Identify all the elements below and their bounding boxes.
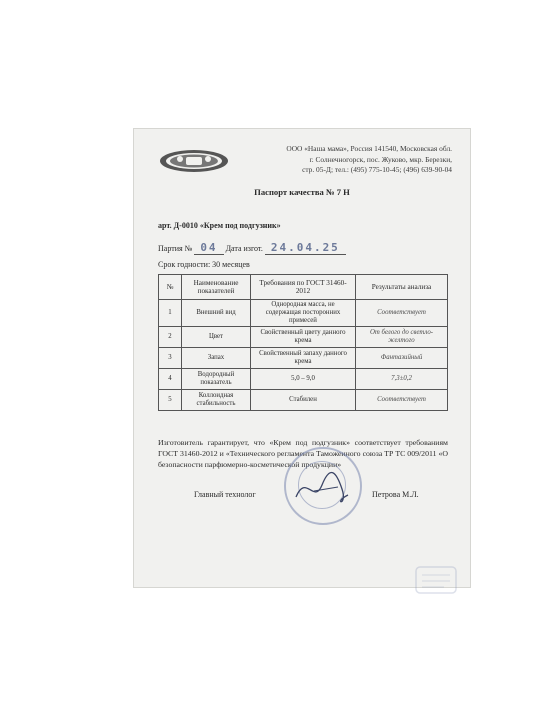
signature-name: Петрова М.Л.: [372, 490, 419, 499]
row-requirement: Свойственный запаху данного крема: [251, 348, 356, 369]
company-line: стр. 05-Д; тел.: (495) 775-10-45; (496) 639-90-04: [302, 165, 452, 174]
row-requirement: Свойственный цвету данного крема: [251, 327, 356, 348]
article-name: арт. Д-0010 «Крем под подгузник»: [158, 221, 281, 230]
col-result-header: Результаты анализа: [356, 275, 448, 300]
row-result: 7,3±0,2: [356, 369, 448, 390]
row-requirement: 5,0 – 9,0: [251, 369, 356, 390]
row-requirement: Стабилен: [251, 390, 356, 411]
row-number: 1: [159, 300, 182, 327]
row-indicator: Водородный показатель: [182, 369, 251, 390]
batch-label: Партия №: [158, 244, 193, 253]
date-label: Дата изгот.: [225, 244, 263, 253]
row-indicator: Коллоидная стабильность: [182, 390, 251, 411]
row-result: От белого до светло-желтого: [356, 327, 448, 348]
company-line: г. Солнечногорск, пос. Жуково, мкр. Березки,: [309, 154, 452, 164]
row-indicator: Запах: [182, 348, 251, 369]
row-requirement: Однородная масса, не содержащая посторонних примесей: [251, 300, 356, 327]
quality-passport-sheet: [133, 128, 471, 588]
row-number: 4: [159, 369, 182, 390]
batch-line: [158, 241, 346, 254]
row-indicator: Цвет: [182, 327, 251, 348]
table-row: [159, 300, 448, 327]
nasha-mama-logo-icon: [158, 147, 230, 175]
col-name-header: Наименование показателей: [182, 275, 251, 300]
shelf-life: Срок годности: 30 месяцев: [158, 260, 250, 269]
row-number: 3: [159, 348, 182, 369]
row-result: Фантазийный: [356, 348, 448, 369]
col-requirement-header: Требования по ГОСТ 31460-2012: [251, 275, 356, 300]
quality-table: [158, 274, 448, 411]
handwritten-signature: [292, 467, 352, 507]
row-result: Соответствует: [356, 390, 448, 411]
row-number: 5: [159, 390, 182, 411]
table-row: [159, 390, 448, 411]
table-row: [159, 348, 448, 369]
batch-number: 04: [194, 241, 223, 255]
row-number: 2: [159, 327, 182, 348]
document-title: Паспорт качества № 7 Н: [254, 187, 350, 197]
production-date: 24.04.25: [265, 241, 346, 255]
company-line: ООО «Наша мама», Россия 141540, Московская обл.: [286, 144, 452, 153]
signature-role: Главный технолог: [194, 490, 256, 499]
table-row: [159, 327, 448, 348]
company-address: [238, 144, 452, 176]
row-indicator: Внешний вид: [182, 300, 251, 327]
table-header-row: [159, 275, 448, 300]
document-header: [158, 144, 452, 187]
manufacturer-guarantee: Изготовитель гарантирует, что «Крем под подгузник» соответствует требованиям ГОСТ 31460-2012 и «Технического регламента Таможенного союза ТР ТС 009/2011 «О безопасности парфюмерно-косметической продукции»: [158, 438, 448, 469]
faint-stamp-icon: [414, 565, 458, 595]
row-result: Соответствует: [356, 300, 448, 327]
col-number-header: №: [159, 275, 182, 300]
table-row: [159, 369, 448, 390]
